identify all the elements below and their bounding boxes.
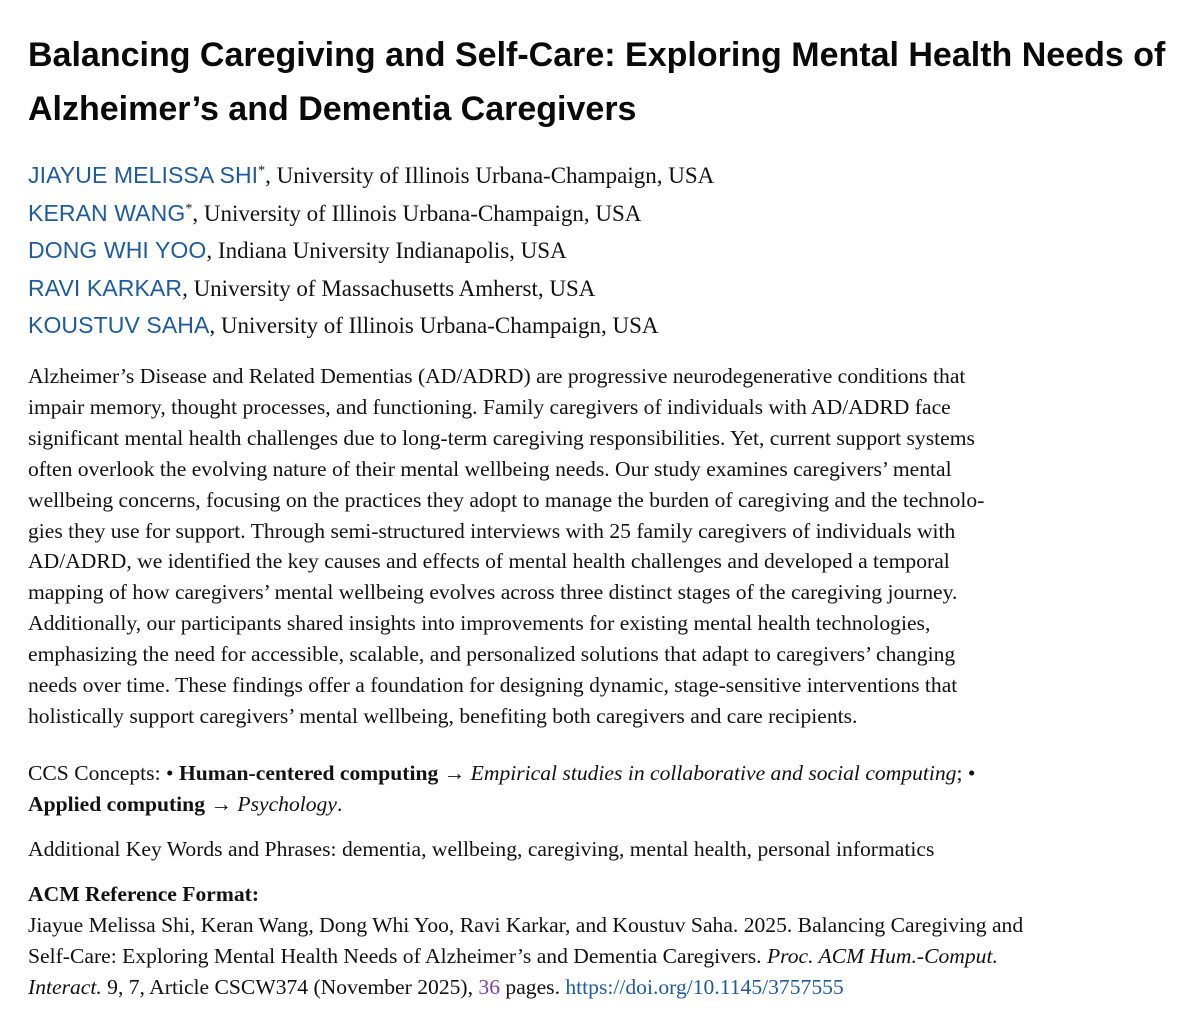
reference-venue: Interact. [28, 975, 102, 999]
abstract-line: significant mental health challenges due to long-term caregiving responsibilities. Yet, current support systems [28, 425, 975, 450]
abstract-line: emphasizing the need for accessible, scalable, and personalized solutions that adapt to caregivers’ changing [28, 642, 956, 667]
ccs-concept-applied: Applied computing [28, 792, 205, 816]
ccs-subconcept-psychology: Psychology [237, 792, 337, 816]
reference-heading: ACM Reference Format: [28, 882, 260, 906]
keywords-label: Additional Key Words and Phrases: [28, 837, 342, 861]
reference-venue: Proc. ACM Hum.-Comput. [766, 944, 998, 968]
ccs-subconcept-empirical: Empirical studies in collaborative and social computing [470, 761, 957, 785]
author-affiliation: , University of Illinois Urbana-Champaign, USA [209, 313, 659, 338]
abstract-line: needs over time. These findings offer a foundation for designing dynamic, stage-sensitive interventions that [28, 673, 958, 698]
reference-text: Jiayue Melissa Shi, Keran Wang, Dong Whi Yoo, Ravi Karkar, and Koustuv Saha. 2025. Balancing Caregiving and [28, 913, 1024, 937]
author-affiliation: , University of Illinois Urbana-Champaign, USA [265, 163, 715, 188]
author-entry [28, 307, 1178, 345]
author-name-link[interactable]: KOUSTUV SAHA [28, 312, 210, 338]
ccs-separator: ; • [956, 761, 976, 785]
author-affiliation: , University of Illinois Urbana-Champaign, USA [192, 200, 642, 226]
reference-text: pages. [500, 975, 566, 999]
page-count-link[interactable]: 36 [478, 975, 500, 999]
abstract-line: Alzheimer’s Disease and Related Dementias (AD/ADRD) are progressive neurodegenerative conditions that [28, 364, 966, 388]
reference-text: Self-Care: Exploring Mental Health Needs of Alzheimer’s and Dementia Caregivers. [28, 944, 767, 968]
equal-contribution-mark: * [258, 163, 266, 179]
abstract-line: wellbeing concerns, focusing on the practices they adopt to manage the burden of caregiving and the technolo- [28, 487, 985, 512]
ccs-label: CCS Concepts: [28, 761, 166, 785]
abstract-line: holistically support caregivers’ mental wellbeing, benefiting both caregivers and care recipients. [28, 703, 858, 728]
author-name-link[interactable]: DONG WHI YOO [28, 237, 207, 263]
keywords [28, 834, 1172, 865]
reference-text: 9, 7, Article CSCW374 (November 2025), [101, 975, 479, 999]
ccs-end: . [336, 792, 343, 816]
author-list [28, 157, 1178, 345]
abstract-line: impair memory, thought processes, and functioning. Family caregivers of individuals with AD/ADRD face [28, 394, 951, 419]
author-affiliation: , University of Massachusetts Amherst, USA [182, 275, 596, 301]
abstract-line: Additionally, our participants shared insights into improvements for existing mental health technologies, [28, 611, 931, 636]
ccs-arrow: → [438, 761, 471, 785]
author-entry [28, 232, 1178, 270]
author-name-link[interactable]: JIAYUE MELISSA SHI [28, 162, 259, 188]
abstract [28, 361, 1172, 732]
keywords-text: dementia, wellbeing, caregiving, mental health, personal informatics [341, 837, 935, 861]
abstract-line: AD/ADRD, we identified the key causes and effects of mental health challenges and developed a temporal [28, 549, 950, 574]
abstract-line: mapping of how caregivers’ mental wellbeing evolves across three distinct stages of the caregiving journey. [28, 580, 958, 605]
equal-contribution-mark: * [185, 200, 193, 216]
ccs-bullet: • [165, 761, 179, 785]
abstract-line: gies they use for support. Through semi-structured interviews with 25 family caregivers of individuals with [28, 518, 956, 543]
author-entry [28, 157, 1178, 195]
abstract-line: often overlook the evolving nature of their mental wellbeing needs. Our study examines caregivers’ mental [28, 456, 952, 481]
author-name-link[interactable]: KERAN WANG [28, 199, 186, 226]
paper-title: Balancing Caregiving and Self-Care: Exploring Mental Health Needs of Alzheimer’s and Dementia Caregivers [28, 36, 1166, 128]
ccs-concept-human-centered: Human-centered computing [178, 761, 439, 785]
author-name-link[interactable]: RAVI KARKAR [28, 274, 183, 301]
ccs-arrow: → [205, 792, 238, 816]
ccs-concepts [28, 758, 1172, 820]
author-entry [28, 195, 1178, 233]
acm-reference [28, 879, 1172, 1003]
author-entry [28, 270, 1178, 308]
doi-link[interactable]: https://doi.org/10.1145/3757555 [565, 975, 844, 999]
author-affiliation: , Indiana University Indianapolis, USA [206, 238, 567, 263]
